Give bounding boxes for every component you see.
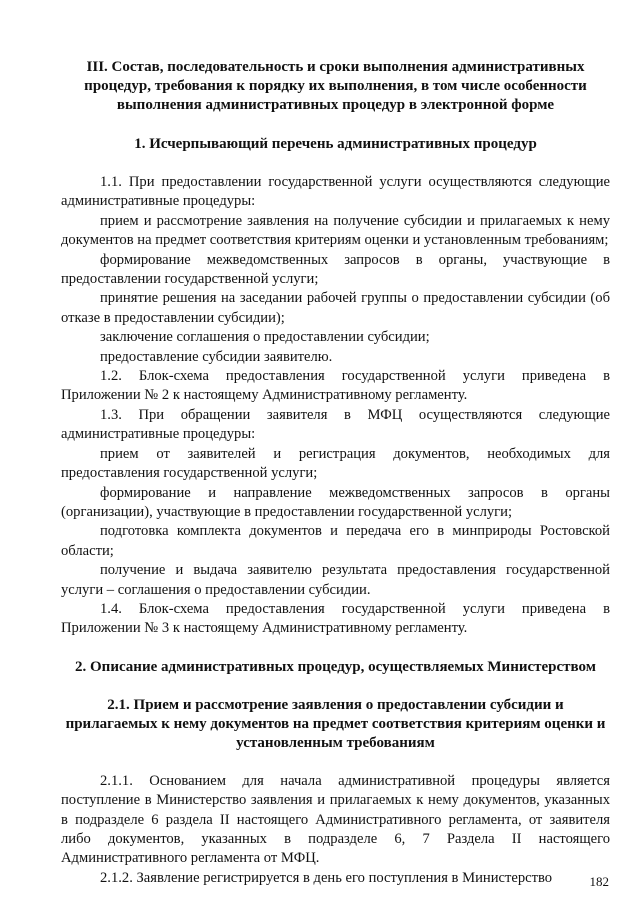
paragraph: подготовка комплекта документов и передача его в минприроды Ростовской области; (61, 523, 610, 559)
paragraph: прием и рассмотрение заявления на получение субсидии и прилагаемых к нему документов на предмет соответствия критериям оценки и установленным требованиям; (61, 212, 610, 249)
paragraph: прием от заявителей и регистрация документов, необходимых для предоставления государственной услуги; (61, 445, 610, 482)
subsection-title-1: 1. Исчерпывающий перечень административных процедур (134, 136, 537, 152)
paragraph: 1.3. При обращении заявителя в МФЦ осуществляются следующие административные процедуры: (61, 406, 610, 443)
paragraph: получение и выдача заявителю результата предоставления государственной услуги – соглашения о предоставлении субсидии. (61, 562, 610, 598)
paragraph: предоставление субсидии заявителю. (100, 348, 333, 365)
page-number: 182 (589, 874, 609, 889)
paragraph: 1.1. При предоставлении государственной услуги осуществляются следующие административные процедуры: (61, 174, 610, 210)
paragraph: 1.4. Блок-схема предоставления государственной услуги приведена в Приложении № 3 к настоящему Административному регламенту. (61, 600, 610, 637)
paragraph-group-2 (61, 772, 610, 888)
paragraph: 2.1.1. Основанием для начала административной процедуры является поступление в Министерство заявления и прилагаемых к нему документов, указанных в подразделе 6 раздела II настоящего Административного регламента, от заявителя либо документов, указанных в подразделе 6, 7 Раздела II настоящего Административного регламента от МФЦ. (61, 772, 610, 867)
subsection-title-2-1: 2.1. Прием и рассмотрение заявления о предоставлении субсидии и прилагаемых к нему документов на предмет соответствия критериям оценки и установленным требованиям (65, 696, 606, 751)
paragraph: 2.1.2. Заявление регистрируется в день его поступления в Министерство (100, 869, 553, 886)
paragraph-group-1 (61, 173, 610, 639)
section-title: III. Состав, последовательность и сроки выполнения административных процедур, требования к порядку их выполнения, в том числе особенности выполнения административных процедур в электронной форме (84, 59, 587, 113)
paragraph: принятие решения на заседании рабочей группы о предоставлении субсидии (об отказе в предоставлении субсидии); (61, 290, 610, 326)
paragraph: заключение соглашения о предоставлении субсидии; (100, 329, 430, 346)
paragraph: 1.2. Блок-схема предоставления государственной услуги приведена в Приложении № 2 к настоящему Административному регламенту. (61, 368, 610, 404)
document-page (61, 58, 610, 888)
paragraph: формирование межведомственных запросов в органы, участвующие в предоставлении государственной услуги; (61, 251, 610, 288)
subsection-title-2: 2. Описание административных процедур, осуществляемых Министерством (75, 658, 596, 675)
paragraph: формирование и направление межведомственных запросов в органы (организации), участвующие в предоставлении государственной услуги; (61, 484, 610, 520)
